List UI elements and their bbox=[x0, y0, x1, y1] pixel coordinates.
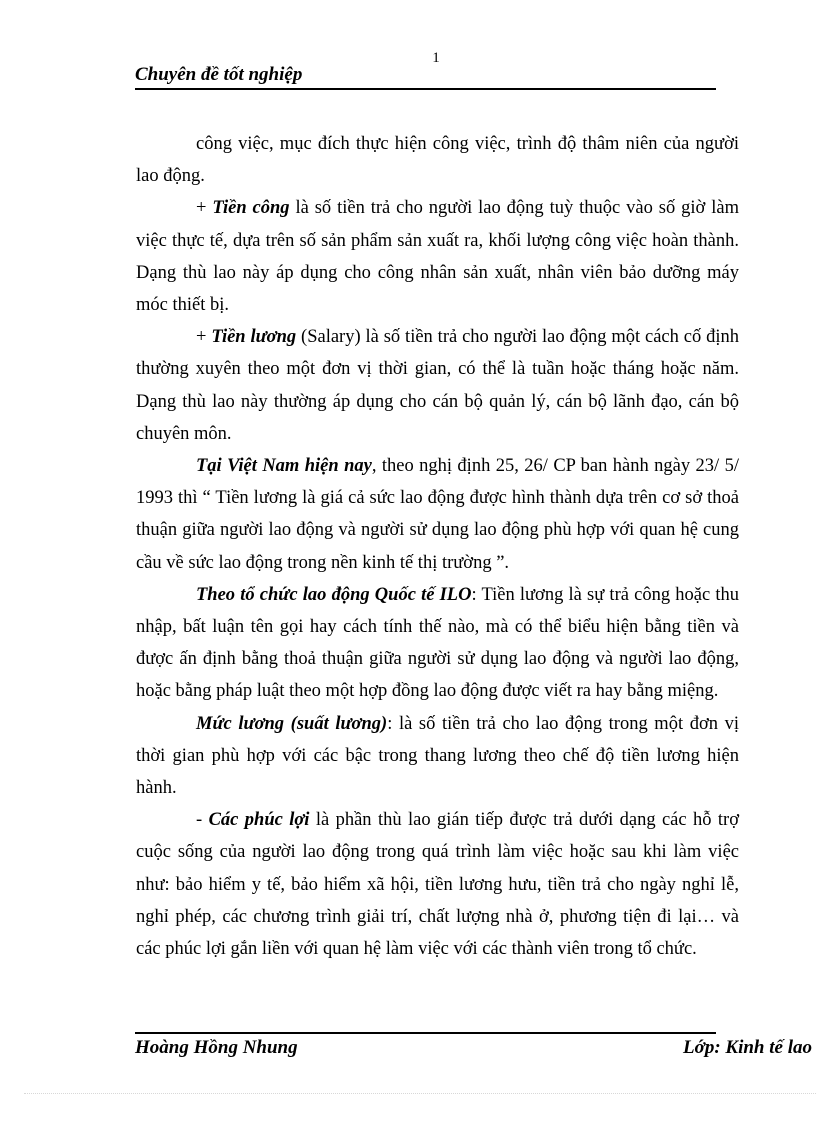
paragraph-7 bbox=[136, 804, 739, 965]
header-title: Chuyên đề tốt nghiệp bbox=[135, 64, 303, 85]
paragraph-lead: Mức lương (suất lương) bbox=[196, 713, 388, 734]
paragraph-text: , theo nghị định 25, 26/ CP ban hành ngày 23/ 5/ 1993 thì “ Tiền lương là giá cả sức lao động được hình thành dựa trên cơ sở thoả thuận giữa người lao động và người sử dụng lao động phù hợp với quan hệ cung cầu về sức lao động trong nền kinh tế thị trường ”. bbox=[136, 456, 739, 573]
paragraph-3 bbox=[136, 321, 739, 450]
paragraph-6 bbox=[136, 708, 739, 805]
document-body bbox=[136, 128, 739, 965]
paragraph-lead: Các phúc lợi bbox=[208, 810, 310, 831]
paragraph-prefix: + bbox=[196, 198, 213, 219]
paragraph-text: công việc, mục đích thực hiện công việc, trình độ thâm niên của người lao động. bbox=[136, 134, 739, 187]
paragraph-text: là số tiền trả cho người lao động tuỳ thuộc vào số giờ làm việc thực tế, dựa trên số sản phẩm sản xuất ra, khối lượng công việc hoàn thành. Dạng thù lao này áp dụng cho công nhân sản xuất, nhân viên bảo dưỡng máy móc thiết bị. bbox=[136, 198, 739, 316]
paragraph-1 bbox=[136, 128, 739, 192]
paragraph-text: : Tiền lương là sự trả công hoặc thu nhập, bất luận tên gọi hay cách tính thế nào, mà có thể biểu hiện bằng tiền và được ấn định bằng thoả thuận giữa người sử dụng lao động và người lao động, hoặc bằng pháp luật theo một hợp đồng lao động được viết ra hay bằng miệng. bbox=[136, 584, 739, 702]
paragraph-2 bbox=[136, 192, 739, 321]
footer-rule bbox=[135, 1032, 716, 1034]
paragraph-text: : là số tiền trả cho lao động trong một đơn vị thời gian phù hợp với các bậc trong thang lương theo chế độ tiền lương hiện hành. bbox=[136, 713, 739, 799]
paragraph-5 bbox=[136, 579, 739, 708]
paragraph-prefix: - bbox=[196, 810, 209, 831]
paragraph-lead: Theo tổ chức lao động Quốc tế ILO bbox=[196, 584, 472, 605]
paragraph-text: là phần thù lao gián tiếp được trả dưới dạng các hỗ trợ cuộc sống của người lao động trong quá trình làm việc hoặc sau khi làm việc như: bảo hiểm y tế, bảo hiểm xã hội, tiền lương hưu, tiền trả cho ngày nghỉ lễ, nghỉ phép, các chương trình giải trí, chất lượng nhà ở, phương tiện đi lại… và các phúc lợi gắn liền với quan hệ làm việc với các thành viên trong tổ chức. bbox=[136, 810, 739, 960]
paragraph-lead: Tiền công bbox=[212, 198, 290, 219]
page-edge bbox=[24, 1093, 816, 1094]
footer-author: Hoàng Hồng Nhung bbox=[135, 1037, 298, 1058]
paragraph-4 bbox=[136, 450, 739, 579]
page-number: 1 bbox=[432, 50, 440, 66]
paragraph-prefix: + bbox=[196, 327, 212, 348]
paragraph-lead: Tiền lương bbox=[211, 327, 297, 348]
paragraph-text: (Salary) là số tiền trả cho người lao động một cách cố định thường xuyên theo một đơn vị thời gian, có thể là tuần hoặc tháng hoặc năm. Dạng thù lao này thường áp dụng cho cán bộ quản lý, cán bộ lãnh đạo, cán bộ chuyên môn. bbox=[136, 327, 739, 444]
header-rule bbox=[135, 88, 716, 90]
footer-class: Lớp: Kinh tế lao bbox=[683, 1037, 812, 1058]
paragraph-lead: Tại Việt Nam hiện nay bbox=[196, 456, 372, 477]
